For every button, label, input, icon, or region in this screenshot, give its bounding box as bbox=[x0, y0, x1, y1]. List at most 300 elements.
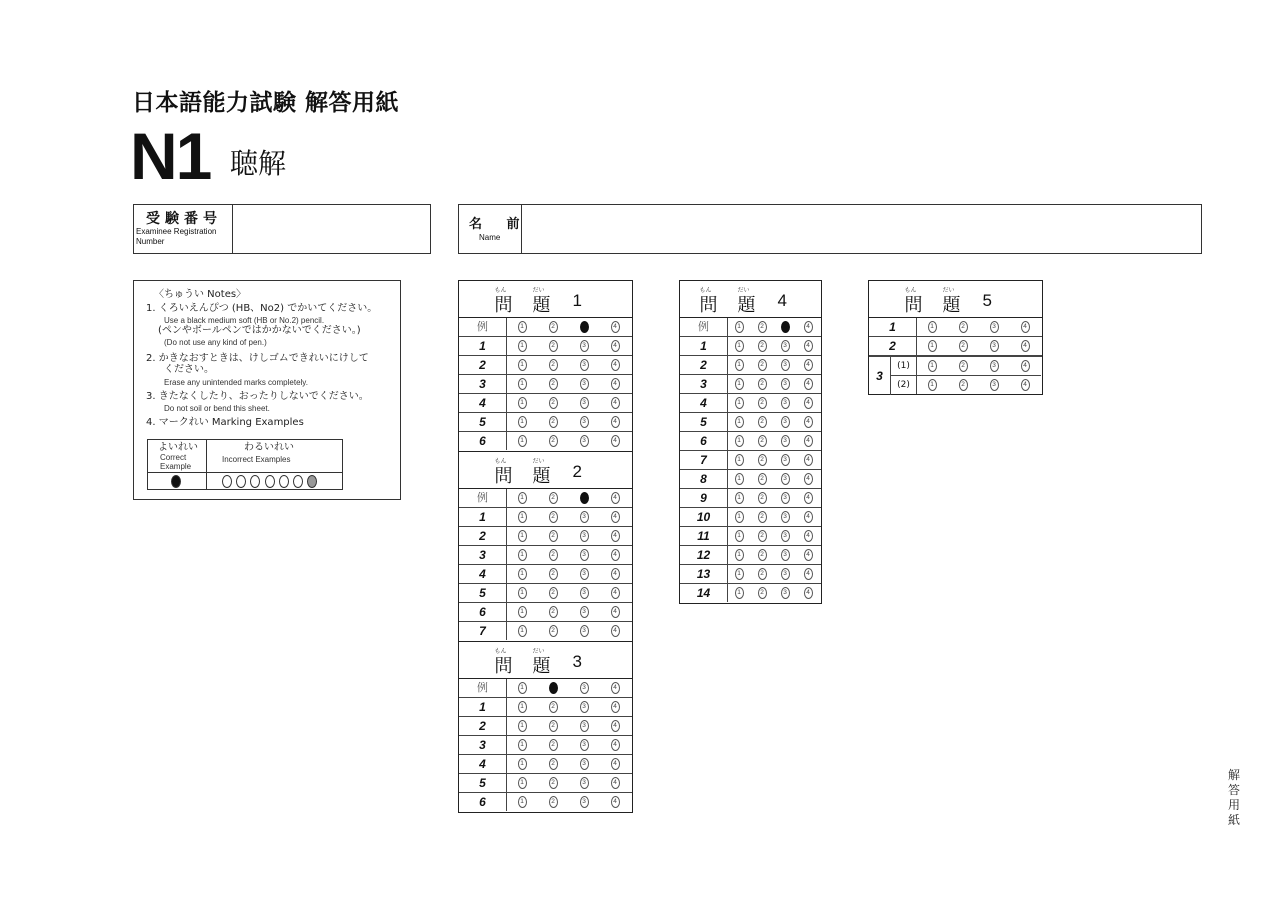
ruby-mon: もん bbox=[494, 458, 507, 465]
question-number: 6 bbox=[459, 432, 507, 450]
answer-bubble-3[interactable]: 3 bbox=[781, 359, 790, 371]
answer-bubble-2[interactable]: 2 bbox=[549, 340, 558, 352]
marking-examples-table bbox=[147, 439, 343, 490]
answer-row bbox=[680, 394, 821, 413]
answer-bubble-4[interactable]: 4 bbox=[611, 530, 620, 542]
answer-bubble-1[interactable]: 1 bbox=[735, 435, 744, 447]
answer-bubble-3[interactable]: 3 bbox=[781, 492, 790, 504]
name-field[interactable] bbox=[458, 204, 1202, 254]
answer-bubble-4[interactable]: 4 bbox=[611, 416, 620, 428]
registration-label-en bbox=[136, 227, 216, 247]
mondai-dai: 題 bbox=[942, 295, 961, 316]
answer-row bbox=[459, 793, 632, 812]
answer-bubble-2[interactable]: 2 bbox=[549, 530, 558, 542]
answer-bubble-2[interactable]: 2 bbox=[959, 321, 968, 333]
answer-bubble-3[interactable]: 3 bbox=[580, 777, 589, 789]
correct-example-mark bbox=[171, 475, 181, 489]
correct-label-jp: よいれい bbox=[158, 442, 198, 453]
answer-bubble-2[interactable]: 2 bbox=[549, 435, 558, 447]
answer-bubble-1[interactable]: 1 bbox=[735, 511, 744, 523]
mondai-dai: 題 bbox=[532, 656, 551, 677]
answer-bubble-2[interactable]: 2 bbox=[549, 777, 558, 789]
answer-bubble-2[interactable]: 2 bbox=[549, 549, 558, 561]
answer-bubble-4[interactable]: 4 bbox=[1021, 321, 1030, 333]
answer-bubble-1[interactable]: 1 bbox=[518, 435, 527, 447]
answer-bubble-1[interactable]: 1 bbox=[735, 321, 744, 333]
answer-bubble-1[interactable]: 1 bbox=[518, 321, 527, 333]
answer-row bbox=[680, 413, 821, 432]
question-number: 1 bbox=[869, 318, 917, 336]
incorrect-label-en: Incorrect Examples bbox=[222, 455, 291, 464]
answer-row bbox=[459, 546, 632, 565]
incorrect-mark-small bbox=[265, 475, 275, 488]
answer-row bbox=[680, 508, 821, 527]
answer-bubble-1[interactable]: 1 bbox=[518, 340, 527, 352]
answer-bubble-4[interactable]: 4 bbox=[611, 701, 620, 713]
answer-bubble-4[interactable]: 4 bbox=[611, 435, 620, 447]
answer-bubble-4[interactable]: 4 bbox=[611, 720, 620, 732]
question-number: 1 bbox=[459, 698, 507, 716]
answer-row bbox=[459, 584, 632, 603]
answer-row bbox=[459, 527, 632, 546]
example-row bbox=[459, 489, 632, 508]
answer-bubble-4[interactable]: 4 bbox=[611, 777, 620, 789]
answer-bubble-1[interactable]: 1 bbox=[518, 378, 527, 390]
answer-bubble-3[interactable]: 3 bbox=[990, 379, 999, 391]
answer-bubble-4[interactable]: 4 bbox=[1021, 379, 1030, 391]
answer-bubble-4[interactable]: 4 bbox=[611, 796, 620, 808]
answer-bubble-3[interactable]: 3 bbox=[990, 340, 999, 352]
question-number: 11 bbox=[680, 527, 728, 545]
answer-bubble-2[interactable]: 2 bbox=[758, 549, 767, 561]
answer-bubble-3[interactable]: 3 bbox=[580, 701, 589, 713]
answer-row bbox=[459, 698, 632, 717]
ruby-dai: だい bbox=[532, 458, 545, 465]
answer-bubble-4[interactable]: 4 bbox=[611, 587, 620, 599]
answer-row bbox=[680, 584, 821, 603]
answer-row bbox=[680, 432, 821, 451]
note-2-cont: ください。 bbox=[164, 364, 214, 375]
question-number: 12 bbox=[680, 546, 728, 564]
answer-bubble-2[interactable]: 2 bbox=[758, 359, 767, 371]
answer-bubble-2[interactable]: 2 bbox=[959, 379, 968, 391]
question-number: 2 bbox=[459, 527, 507, 545]
answer-bubble-1[interactable]: 1 bbox=[518, 739, 527, 751]
answer-bubble-2[interactable]: 2 bbox=[758, 587, 767, 599]
answer-bubble-4[interactable]: 4 bbox=[611, 511, 620, 523]
incorrect-mark-x bbox=[236, 475, 246, 488]
answer-bubble-2[interactable]: 2 bbox=[959, 340, 968, 352]
answer-bubble-2[interactable]: 2 bbox=[758, 492, 767, 504]
answer-bubble-2[interactable]: 2 bbox=[549, 625, 558, 637]
registration-label-en-line2: Number bbox=[136, 237, 165, 246]
mondai-header-p1 bbox=[459, 281, 632, 318]
answer-bubble-3[interactable]: 3 bbox=[580, 625, 589, 637]
mondai-mon: 問 bbox=[494, 466, 513, 487]
example-label: 例 bbox=[459, 489, 507, 507]
answer-bubble-2[interactable]: 2 bbox=[549, 606, 558, 618]
section-label: 聴解 bbox=[230, 147, 287, 180]
question-number: 3 bbox=[459, 546, 507, 564]
note-1b: (ペンやボールペンではかかないでください。) bbox=[158, 325, 361, 336]
example-label: 例 bbox=[459, 679, 507, 697]
question-number: 14 bbox=[680, 584, 728, 602]
answer-bubble-2[interactable]: 2 bbox=[549, 587, 558, 599]
note-1-en: Use a black medium soft (HB or No.2) pencil. bbox=[164, 316, 325, 325]
question-number: 2 bbox=[459, 717, 507, 735]
answer-bubble-4[interactable]: 4 bbox=[611, 378, 620, 390]
question-number: 5 bbox=[459, 584, 507, 602]
answer-bubble-4[interactable]: 4 bbox=[611, 549, 620, 561]
answer-bubble-2[interactable]: 2 bbox=[549, 758, 558, 770]
ruby-mon: もん bbox=[699, 287, 712, 294]
question-number: 3 bbox=[680, 375, 728, 393]
answer-bubble-4[interactable]: 4 bbox=[804, 492, 813, 504]
answer-row bbox=[680, 527, 821, 546]
answer-bubble-3[interactable]: 3 bbox=[580, 492, 589, 504]
answer-bubble-1[interactable]: 1 bbox=[735, 454, 744, 466]
ruby-dai: だい bbox=[737, 287, 750, 294]
answer-bubble-1[interactable]: 1 bbox=[518, 359, 527, 371]
example-label: 例 bbox=[459, 318, 507, 336]
mondai-header-p3 bbox=[459, 642, 632, 679]
answer-bubble-1[interactable]: 1 bbox=[518, 492, 527, 504]
answer-row bbox=[459, 717, 632, 736]
answer-bubble-3[interactable]: 3 bbox=[781, 568, 790, 580]
mondai-dai: 題 bbox=[532, 295, 551, 316]
answer-bubble-2[interactable]: 2 bbox=[549, 682, 558, 694]
answer-bubble-4[interactable]: 4 bbox=[611, 758, 620, 770]
ruby-dai: だい bbox=[532, 648, 545, 655]
answer-bubble-4[interactable]: 4 bbox=[804, 587, 813, 599]
answer-bubble-3[interactable]: 3 bbox=[781, 416, 790, 428]
answer-bubble-4[interactable]: 4 bbox=[804, 321, 813, 333]
answer-bubble-1[interactable]: 1 bbox=[518, 530, 527, 542]
answer-bubble-4[interactable]: 4 bbox=[804, 568, 813, 580]
question-number: 4 bbox=[459, 755, 507, 773]
answer-row bbox=[459, 736, 632, 755]
answer-bubble-1[interactable]: 1 bbox=[518, 777, 527, 789]
answer-bubble-1[interactable]: 1 bbox=[518, 682, 527, 694]
answer-row-q3 bbox=[869, 356, 1042, 394]
question-number: 7 bbox=[459, 622, 507, 640]
answer-bubble-1[interactable]: 1 bbox=[518, 606, 527, 618]
mondai-mon: 問 bbox=[494, 656, 513, 677]
answer-row bbox=[459, 622, 632, 641]
side-label: 解答用紙 bbox=[1227, 768, 1240, 827]
answer-bubble-3[interactable]: 3 bbox=[580, 530, 589, 542]
answer-bubble-4[interactable]: 4 bbox=[611, 606, 620, 618]
answer-bubble-1[interactable]: 1 bbox=[928, 321, 937, 333]
question-number: 2 bbox=[459, 356, 507, 374]
answer-bubble-4[interactable]: 4 bbox=[804, 397, 813, 409]
mondai-number: 1 bbox=[572, 291, 582, 310]
ruby-mon: もん bbox=[494, 648, 507, 655]
incorrect-mark-check bbox=[222, 475, 232, 488]
question-number: 6 bbox=[459, 603, 507, 621]
correct-label-en-line2: Example bbox=[160, 462, 192, 471]
ruby-mon: もん bbox=[904, 287, 917, 294]
level-label: N1 bbox=[130, 119, 211, 193]
answer-bubble-1[interactable]: 1 bbox=[518, 701, 527, 713]
mondai-header-p2 bbox=[459, 452, 632, 489]
answer-bubble-3[interactable]: 3 bbox=[580, 378, 589, 390]
answer-bubble-1[interactable]: 1 bbox=[735, 397, 744, 409]
answer-bubble-2[interactable]: 2 bbox=[758, 454, 767, 466]
answer-bubble-2[interactable]: 2 bbox=[549, 701, 558, 713]
answer-bubble-3[interactable]: 3 bbox=[781, 435, 790, 447]
answer-bubble-3[interactable]: 3 bbox=[781, 340, 790, 352]
answer-bubble-3[interactable]: 3 bbox=[781, 587, 790, 599]
answer-bubble-4[interactable]: 4 bbox=[804, 340, 813, 352]
answer-bubble-3[interactable]: 3 bbox=[781, 397, 790, 409]
answer-bubble-2[interactable]: 2 bbox=[549, 321, 558, 333]
answer-row bbox=[680, 337, 821, 356]
answer-bubble-1[interactable]: 1 bbox=[518, 549, 527, 561]
sub-question-number: (2) bbox=[891, 376, 917, 394]
answer-bubble-3[interactable]: 3 bbox=[580, 606, 589, 618]
answer-bubble-2[interactable]: 2 bbox=[549, 492, 558, 504]
question-number: 13 bbox=[680, 565, 728, 583]
answer-bubble-1[interactable]: 1 bbox=[735, 359, 744, 371]
answer-bubble-4[interactable]: 4 bbox=[611, 568, 620, 580]
answer-bubble-1[interactable]: 1 bbox=[928, 340, 937, 352]
answer-bubble-3[interactable]: 3 bbox=[580, 511, 589, 523]
answer-bubble-3[interactable]: 3 bbox=[781, 530, 790, 542]
answer-bubble-4[interactable]: 4 bbox=[804, 359, 813, 371]
answer-bubble-2[interactable]: 2 bbox=[959, 360, 968, 372]
answer-bubble-3[interactable]: 3 bbox=[580, 416, 589, 428]
answer-bubble-4[interactable]: 4 bbox=[611, 397, 620, 409]
question-number: 1 bbox=[459, 337, 507, 355]
answer-row bbox=[680, 451, 821, 470]
note-2: 2. かきなおすときは、けしゴムできれいにけして bbox=[146, 353, 369, 364]
sheet-title: 日本語能力試験 解答用紙 bbox=[132, 90, 400, 116]
incorrect-mark-light bbox=[307, 475, 317, 488]
sub-divider bbox=[891, 375, 1041, 376]
example-label: 例 bbox=[680, 318, 728, 336]
answer-bubble-4[interactable]: 4 bbox=[611, 359, 620, 371]
answer-bubble-2[interactable]: 2 bbox=[758, 397, 767, 409]
question-number: 2 bbox=[680, 356, 728, 374]
question-number: 8 bbox=[680, 470, 728, 488]
answer-bubble-3[interactable]: 3 bbox=[781, 549, 790, 561]
registration-label-en-line1: Examinee Registration bbox=[136, 227, 217, 236]
answer-bubble-1[interactable]: 1 bbox=[928, 379, 937, 391]
answer-bubble-4[interactable]: 4 bbox=[611, 321, 620, 333]
answer-bubble-1[interactable]: 1 bbox=[518, 511, 527, 523]
answer-bubble-1[interactable]: 1 bbox=[735, 340, 744, 352]
answer-bubble-2[interactable]: 2 bbox=[549, 378, 558, 390]
answer-row bbox=[869, 337, 1042, 356]
answer-bubble-3[interactable]: 3 bbox=[580, 359, 589, 371]
mondai-header-p4 bbox=[680, 281, 821, 318]
mondai-section-p3 bbox=[459, 641, 632, 812]
question-number: 5 bbox=[459, 413, 507, 431]
answer-bubble-1[interactable]: 1 bbox=[735, 416, 744, 428]
answer-bubble-3[interactable]: 3 bbox=[781, 378, 790, 390]
answer-row bbox=[459, 394, 632, 413]
answer-bubble-3[interactable]: 3 bbox=[580, 758, 589, 770]
question-number: 3 bbox=[459, 375, 507, 393]
answer-row bbox=[459, 337, 632, 356]
name-label-jp: 名 前 bbox=[469, 217, 530, 232]
ruby-dai: だい bbox=[532, 287, 545, 294]
sub-question-number: (1) bbox=[891, 357, 917, 375]
answer-bubble-1[interactable]: 1 bbox=[518, 796, 527, 808]
answer-bubble-4[interactable]: 4 bbox=[1021, 360, 1030, 372]
answer-bubble-4[interactable]: 4 bbox=[1021, 340, 1030, 352]
answer-bubble-2[interactable]: 2 bbox=[758, 530, 767, 542]
question-number: 4 bbox=[459, 565, 507, 583]
question-number: 3 bbox=[869, 357, 891, 395]
answer-bubble-2[interactable]: 2 bbox=[549, 511, 558, 523]
answer-row bbox=[459, 432, 632, 451]
answer-bubble-1[interactable]: 1 bbox=[518, 397, 527, 409]
answer-row bbox=[680, 546, 821, 565]
mondai-number: 2 bbox=[572, 462, 582, 481]
answer-bubble-1[interactable]: 1 bbox=[518, 587, 527, 599]
answer-bubble-2[interactable]: 2 bbox=[758, 568, 767, 580]
note-1b-en: (Do not use any kind of pen.) bbox=[164, 338, 267, 347]
answer-bubble-3[interactable]: 3 bbox=[990, 321, 999, 333]
answer-bubble-3[interactable]: 3 bbox=[580, 739, 589, 751]
question-number: 6 bbox=[459, 793, 507, 811]
mondai-header-p5 bbox=[869, 281, 1042, 318]
question-number: 10 bbox=[680, 508, 728, 526]
name-label-en: Name bbox=[479, 233, 501, 242]
answer-bubble-3[interactable]: 3 bbox=[580, 549, 589, 561]
answer-bubble-1[interactable]: 1 bbox=[735, 549, 744, 561]
answer-row bbox=[680, 470, 821, 489]
question-number: 1 bbox=[680, 337, 728, 355]
answer-bubble-1[interactable]: 1 bbox=[735, 378, 744, 390]
example-row bbox=[459, 318, 632, 337]
answer-bubble-2[interactable]: 2 bbox=[758, 473, 767, 485]
answer-bubble-2[interactable]: 2 bbox=[758, 511, 767, 523]
answer-row bbox=[459, 774, 632, 793]
answer-bubble-2[interactable]: 2 bbox=[549, 796, 558, 808]
registration-number-field[interactable] bbox=[133, 204, 431, 254]
answer-bubble-1[interactable]: 1 bbox=[518, 416, 527, 428]
example-row bbox=[680, 318, 821, 337]
question-number: 4 bbox=[680, 394, 728, 412]
answer-bubble-3[interactable]: 3 bbox=[580, 435, 589, 447]
answer-row bbox=[459, 755, 632, 774]
answer-bubble-2[interactable]: 2 bbox=[549, 397, 558, 409]
answer-row bbox=[459, 508, 632, 527]
answer-bubble-2[interactable]: 2 bbox=[549, 359, 558, 371]
answer-bubble-3[interactable]: 3 bbox=[781, 321, 790, 333]
answer-bubble-3[interactable]: 3 bbox=[580, 587, 589, 599]
answer-bubble-4[interactable]: 4 bbox=[611, 682, 620, 694]
answer-bubble-4[interactable]: 4 bbox=[804, 549, 813, 561]
answer-row bbox=[680, 375, 821, 394]
answer-bubble-4[interactable]: 4 bbox=[804, 378, 813, 390]
answer-row bbox=[680, 565, 821, 584]
answer-bubble-3[interactable]: 3 bbox=[990, 360, 999, 372]
mondai-section-p2 bbox=[459, 451, 632, 641]
answer-bubble-3[interactable]: 3 bbox=[580, 397, 589, 409]
answer-bubble-4[interactable]: 4 bbox=[804, 511, 813, 523]
answer-bubble-2[interactable]: 2 bbox=[758, 321, 767, 333]
answer-bubble-3[interactable]: 3 bbox=[781, 473, 790, 485]
answer-bubble-1[interactable]: 1 bbox=[735, 492, 744, 504]
question-number: 5 bbox=[680, 413, 728, 431]
mondai-number: 3 bbox=[572, 652, 582, 671]
answer-bubble-2[interactable]: 2 bbox=[549, 416, 558, 428]
correct-label-en-line1: Correct bbox=[160, 453, 187, 462]
answer-bubble-1[interactable]: 1 bbox=[518, 568, 527, 580]
incorrect-mark-slash bbox=[279, 475, 289, 488]
answer-row bbox=[869, 318, 1042, 337]
answer-row bbox=[680, 356, 821, 375]
answer-bubble-3[interactable]: 3 bbox=[580, 321, 589, 333]
answer-bubble-3[interactable]: 3 bbox=[580, 682, 589, 694]
answer-row bbox=[459, 565, 632, 584]
answer-bubble-4[interactable]: 4 bbox=[804, 416, 813, 428]
answer-bubble-1[interactable]: 1 bbox=[735, 473, 744, 485]
answer-bubble-3[interactable]: 3 bbox=[781, 454, 790, 466]
answer-bubble-2[interactable]: 2 bbox=[758, 378, 767, 390]
answer-bubble-2[interactable]: 2 bbox=[758, 435, 767, 447]
mondai-mon: 問 bbox=[699, 295, 718, 316]
answer-bubble-1[interactable]: 1 bbox=[518, 625, 527, 637]
answer-bubble-4[interactable]: 4 bbox=[611, 492, 620, 504]
registration-label-jp: 受験番号 bbox=[146, 211, 222, 227]
answer-bubble-1[interactable]: 1 bbox=[518, 758, 527, 770]
answer-bubble-4[interactable]: 4 bbox=[804, 454, 813, 466]
answer-bubble-3[interactable]: 3 bbox=[580, 796, 589, 808]
mondai-number: 4 bbox=[777, 291, 787, 310]
mondai-dai: 題 bbox=[737, 295, 756, 316]
answer-bubble-3[interactable]: 3 bbox=[781, 511, 790, 523]
answer-bubble-2[interactable]: 2 bbox=[758, 340, 767, 352]
answer-bubble-4[interactable]: 4 bbox=[804, 435, 813, 447]
answer-bubble-1[interactable]: 1 bbox=[928, 360, 937, 372]
mondai-mon: 問 bbox=[494, 295, 513, 316]
mondai-section-p4 bbox=[680, 281, 821, 603]
mondai-section-p1 bbox=[459, 281, 632, 451]
answer-bubble-1[interactable]: 1 bbox=[735, 530, 744, 542]
name-label bbox=[459, 205, 530, 253]
incorrect-example-marks bbox=[222, 475, 317, 489]
mondai-panel bbox=[679, 280, 822, 604]
answer-bubble-2[interactable]: 2 bbox=[758, 416, 767, 428]
answer-bubble-4[interactable]: 4 bbox=[611, 340, 620, 352]
answer-bubble-1[interactable]: 1 bbox=[735, 568, 744, 580]
answer-bubble-1[interactable]: 1 bbox=[735, 587, 744, 599]
mondai-number: 5 bbox=[982, 291, 992, 310]
note-2-en: Erase any unintended marks completely. bbox=[164, 378, 308, 387]
answer-bubble-1[interactable]: 1 bbox=[518, 720, 527, 732]
answer-bubble-3[interactable]: 3 bbox=[580, 340, 589, 352]
example-row bbox=[459, 679, 632, 698]
answer-bubble-4[interactable]: 4 bbox=[611, 625, 620, 637]
question-number: 1 bbox=[459, 508, 507, 526]
answer-bubble-3[interactable]: 3 bbox=[580, 720, 589, 732]
answer-bubble-2[interactable]: 2 bbox=[549, 568, 558, 580]
answer-bubble-3[interactable]: 3 bbox=[580, 568, 589, 580]
answer-bubble-2[interactable]: 2 bbox=[549, 739, 558, 751]
answer-bubble-4[interactable]: 4 bbox=[611, 739, 620, 751]
answer-bubble-4[interactable]: 4 bbox=[804, 530, 813, 542]
answer-bubble-4[interactable]: 4 bbox=[804, 473, 813, 485]
incorrect-mark-dot bbox=[250, 475, 260, 488]
answer-bubble-2[interactable]: 2 bbox=[549, 720, 558, 732]
answer-row bbox=[459, 413, 632, 432]
answer-row bbox=[459, 356, 632, 375]
